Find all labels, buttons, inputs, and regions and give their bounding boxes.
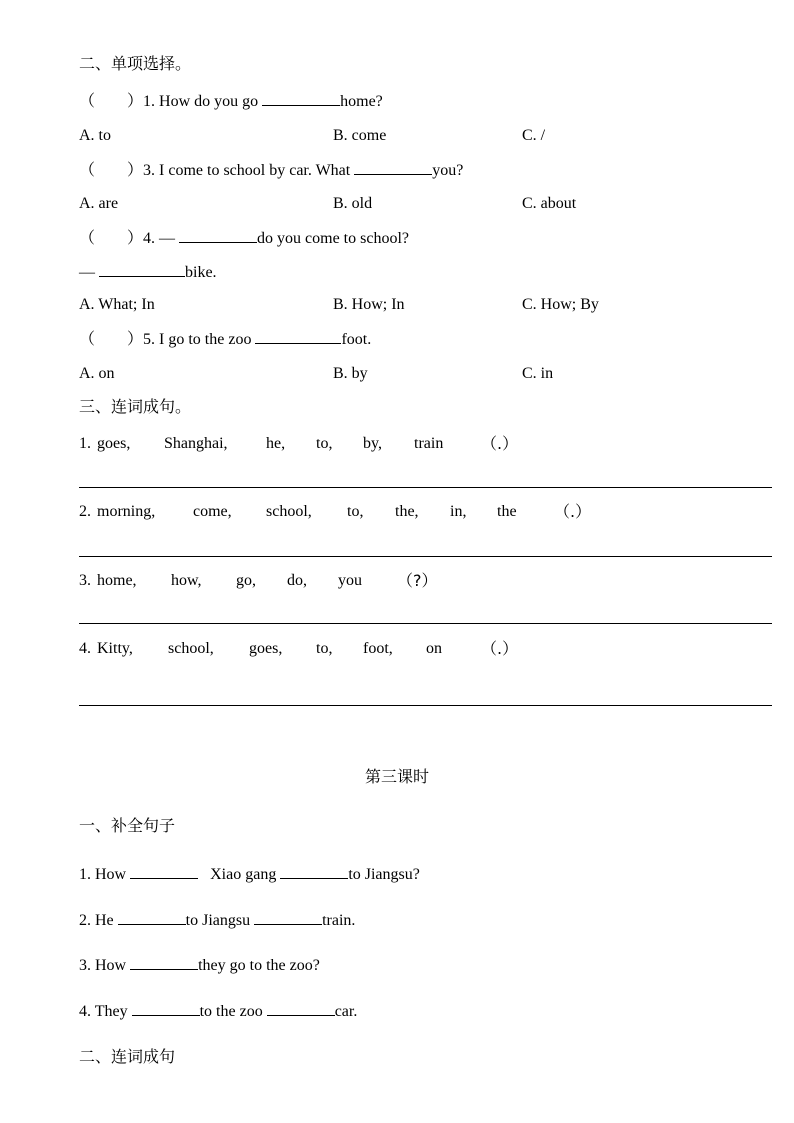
item-number: 2.	[79, 503, 91, 520]
word: Shanghai,	[164, 435, 228, 452]
word: train	[414, 435, 444, 452]
answer-line[interactable]	[79, 487, 772, 488]
text: 2. He	[79, 912, 118, 929]
option-b: B. How; In	[333, 296, 405, 313]
word: Kitty,	[97, 640, 133, 657]
option-c: C. in	[522, 365, 554, 382]
question-stem: 5. I go to the zoo	[143, 331, 256, 348]
text: 1. How	[79, 866, 131, 883]
word: the	[497, 503, 517, 520]
question-4	[79, 228, 409, 249]
answer-paren: （ ）	[79, 329, 144, 348]
word: to,	[316, 640, 333, 657]
answer-paren: （ ）	[79, 91, 144, 110]
question-stem-end: you?	[432, 162, 464, 179]
answer-line[interactable]	[79, 623, 772, 624]
text: they go to the zoo?	[198, 957, 320, 974]
question-3	[79, 160, 463, 181]
punctuation-hint: （?）	[397, 571, 438, 590]
question-stem: 3. I come to school by car. What	[143, 162, 355, 179]
word: do,	[287, 572, 307, 589]
option-a: A. to	[79, 127, 111, 144]
answer-blank[interactable]	[262, 91, 340, 106]
fill-sentence-3	[79, 955, 320, 976]
answer-blank[interactable]	[118, 910, 186, 925]
question-stem-end: home?	[340, 93, 383, 110]
question-5	[79, 329, 371, 350]
question-1	[79, 91, 383, 112]
answer-line-end: bike.	[185, 264, 217, 281]
option-a: A. are	[79, 195, 119, 212]
question-stem-end: foot.	[341, 331, 372, 348]
word: goes,	[97, 435, 131, 452]
text: to Jiangsu?	[348, 866, 420, 883]
option-c: C. How; By	[522, 296, 599, 313]
word: school,	[266, 503, 312, 520]
answer-blank[interactable]	[254, 910, 322, 925]
word: how,	[171, 572, 202, 589]
word: school,	[168, 640, 214, 657]
section-title-multiple-choice: 二、单项选择。	[79, 54, 192, 73]
option-b: B. old	[333, 195, 373, 212]
section-title-sentence-building-2: 二、连词成句	[79, 1047, 176, 1066]
section-title-complete-sentences: 一、补全句子	[79, 816, 176, 835]
answer-blank[interactable]	[179, 228, 257, 243]
question-stem-end: do you come to school?	[257, 230, 409, 247]
text: to the zoo	[199, 1003, 267, 1020]
word: morning,	[97, 503, 156, 520]
word: he,	[266, 435, 286, 452]
answer-blank[interactable]	[130, 864, 198, 879]
word: foot,	[363, 640, 393, 657]
fill-sentence-4	[79, 1001, 357, 1022]
word: home,	[97, 572, 137, 589]
word: you	[338, 572, 362, 589]
word: to,	[316, 435, 333, 452]
answer-blank[interactable]	[354, 160, 432, 175]
word: by,	[363, 435, 382, 452]
punctuation-hint: （.）	[554, 502, 592, 521]
word: go,	[236, 572, 256, 589]
fill-sentence-1	[79, 864, 420, 885]
fill-sentence-2	[79, 910, 355, 931]
option-c: C. about	[522, 195, 577, 212]
word: in,	[450, 503, 467, 520]
question-stem: 4. —	[143, 230, 180, 247]
answer-blank[interactable]	[255, 329, 341, 344]
answer-line[interactable]	[79, 556, 772, 557]
answer-paren: （ ）	[79, 228, 144, 247]
text: Xiao gang	[198, 866, 281, 883]
answer-blank[interactable]	[267, 1001, 335, 1016]
word: on	[426, 640, 442, 657]
question-4-answer-line	[79, 262, 217, 283]
lesson-heading: 第三课时	[364, 767, 429, 786]
answer-paren: （ ）	[79, 160, 144, 179]
option-b: B. by	[333, 365, 368, 382]
answer-line[interactable]	[79, 705, 772, 706]
question-stem: 1. How do you go	[143, 93, 263, 110]
option-b: B. come	[333, 127, 387, 144]
section-title-sentence-building: 三、连词成句。	[79, 397, 192, 416]
text: car.	[334, 1003, 358, 1020]
item-number: 3.	[79, 572, 91, 589]
answer-blank[interactable]	[99, 262, 185, 277]
option-c: C. /	[522, 127, 546, 144]
item-number: 4.	[79, 640, 91, 657]
word: come,	[193, 503, 232, 520]
text: train.	[322, 912, 356, 929]
option-a: A. What; In	[79, 296, 155, 313]
item-number: 1.	[79, 435, 91, 452]
answer-blank[interactable]	[130, 955, 198, 970]
answer-blank[interactable]	[132, 1001, 200, 1016]
punctuation-hint: （.）	[481, 434, 519, 453]
word: to,	[347, 503, 364, 520]
word: goes,	[249, 640, 283, 657]
punctuation-hint: （.）	[481, 639, 519, 658]
answer-blank[interactable]	[280, 864, 348, 879]
word: the,	[395, 503, 419, 520]
text: 4. They	[79, 1003, 132, 1020]
text: 3. How	[79, 957, 131, 974]
text: to Jiangsu	[185, 912, 255, 929]
option-a: A. on	[79, 365, 115, 382]
dash: —	[79, 264, 99, 281]
